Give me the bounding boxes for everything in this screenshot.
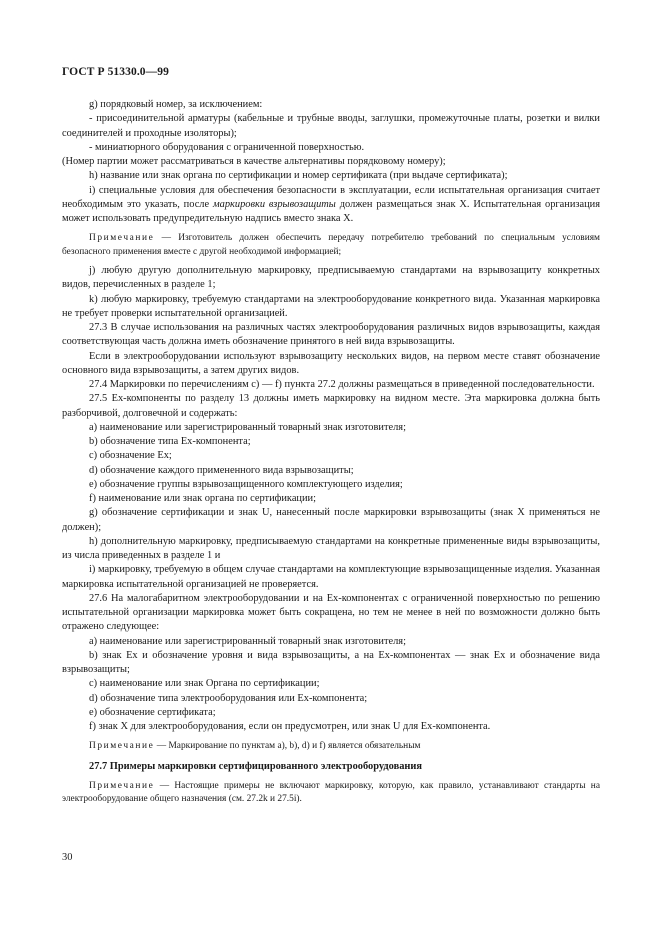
list-item: h) дополнительную маркировку, предписываемую стандартами на конкретные примененные виды взрывозащиты, из числа приведенных в разделе 1 и — [62, 535, 600, 562]
list-item: d) обозначение типа электрооборудования или Ех-компонента; — [89, 692, 368, 704]
note — [62, 780, 600, 807]
note — [62, 232, 600, 259]
paragraph: 27.6 На малогабаритном электрооборудовании и на Ех-компонентах с ограниченной поверхностью по решению испытательной организации маркировка может быть сокращена, но тем не менее в ней по возможности должно быть отражено следующее: — [62, 592, 600, 633]
paragraph: - присоединительной арматуры (кабельные и трубные вводы, заглушки, промежуточные платы, розетки и вилки соединителей и проходные изоляторы); — [62, 113, 600, 139]
note-text: — Изготовитель должен обеспечить передачу потребителю требований по специальным условиям безопасного применения вместе с другой необходимой информацией; — [62, 233, 600, 257]
paragraph: g) порядковый номер, за исключением: — [89, 99, 263, 110]
list-item: g) обозначение сертификации и знак U, нанесенный после маркировки взрывозащиты (знак X применяться не должен); — [62, 507, 600, 533]
paragraph-text: i) специальные условия для обеспечения безопасности в эксплуатации, если испытательная организация считает необходимым это указать, после — [62, 184, 600, 210]
paragraph: h) название или знак органа по сертификации и номер сертификата (при выдаче сертификата); — [89, 170, 508, 182]
list-item: a) наименование или зарегистрированный товарный знак изготовителя; — [89, 421, 406, 433]
paragraph: (Номер партии может рассматриваться в качестве альтернативы порядковому номеру); — [62, 156, 446, 167]
section-heading: 27.7 Примеры маркировки сертифицированного электрооборудования — [89, 760, 422, 772]
paragraph: 27.3 В случае использования на различных частях электрооборудования различных видов взрывозащиты, каждая соответствующая часть должна иметь обозначение принятого в ней вида взрывозащиты. — [62, 322, 600, 348]
paragraph — [62, 184, 600, 227]
list-item: f) знак X для электрооборудования, если он предусмотрен, или знак U для Ех-компонента. — [89, 721, 491, 733]
list-item: c) обозначение Ex; — [89, 450, 172, 462]
list-item: d) обозначение каждого примененного вида взрывозащиты; — [89, 464, 354, 476]
list-item: b) обозначение типа Ех-компонента; — [89, 436, 251, 448]
emphasis-text: маркировки взрывозащиты — [213, 198, 336, 210]
note-text: — Настоящие примеры не включают маркировку, которую, как правило, устанавливают стандарты на электрооборудование общего назначения (см. 27.2k и 27.5i). — [62, 780, 600, 805]
list-item: e) обозначение группы взрывозащищенного комплектующего изделия; — [89, 478, 403, 490]
page-body — [62, 98, 600, 807]
list-item: e) обозначение сертификата; — [89, 706, 216, 718]
paragraph: 27.4 Маркировки по перечислениям c) — f) пункта 27.2 должны размещаться в приведенной последовательности. — [89, 379, 595, 391]
paragraph: 27.5 Ех-компоненты по разделу 13 должны иметь маркировку на видном месте. Эта маркировка должна быть разборчивой, долговечной и содержать: — [62, 393, 600, 419]
page-number: 30 — [62, 852, 73, 863]
paragraph: Если в электрооборудовании используют взрывозащиту нескольких видов, на первом месте ставят обозначение основного вида взрывозащиты, а затем других видов. — [62, 350, 600, 376]
list-item: c) наименование или знак Органа по сертификации; — [89, 678, 320, 690]
note-label: Примечание — [89, 780, 155, 791]
list-item: a) наименование или зарегистрированный товарный знак изготовителя; — [89, 635, 406, 647]
paragraph: - миниатюрного оборудования с ограниченной поверхностью. — [89, 141, 365, 153]
list-item: f) наименование или знак органа по сертификации; — [89, 493, 316, 505]
document-header: ГОСТ Р 51330.0—99 — [62, 66, 169, 78]
list-item: b) знак Ex и обозначение уровня и вида взрывозащиты, а на Ех-компонентах — знак Ex и обозначение вида взрывозащиты; — [62, 649, 600, 676]
paragraph: k) любую маркировку, требуемую стандартами на электрооборудование конкретного вида. Указанная маркировка не требует проверки испытательной организацией. — [62, 293, 600, 319]
note-label: Примечание — [89, 741, 155, 752]
list-item: i) маркировку, требуемую в общем случае стандартами на комплектующие взрывозащищенные изделия. Указанная маркировка испытательной организацией не проверяется. — [62, 564, 600, 590]
note-text: — Маркирование по пунктам a), b), d) и f) является обязательным — [154, 741, 421, 752]
note — [62, 740, 600, 753]
paragraph-text: должен размещаться знак X. Испытательная организация может использовать предупредительную надпись вместо знака X. — [62, 198, 601, 224]
note-label: Примечание — [89, 233, 155, 244]
paragraph: j) любую другую дополнительную маркировку, предписываемую стандартами на взрывозащиту конкретных видов, перечисленных в разделе 1; — [62, 265, 600, 291]
